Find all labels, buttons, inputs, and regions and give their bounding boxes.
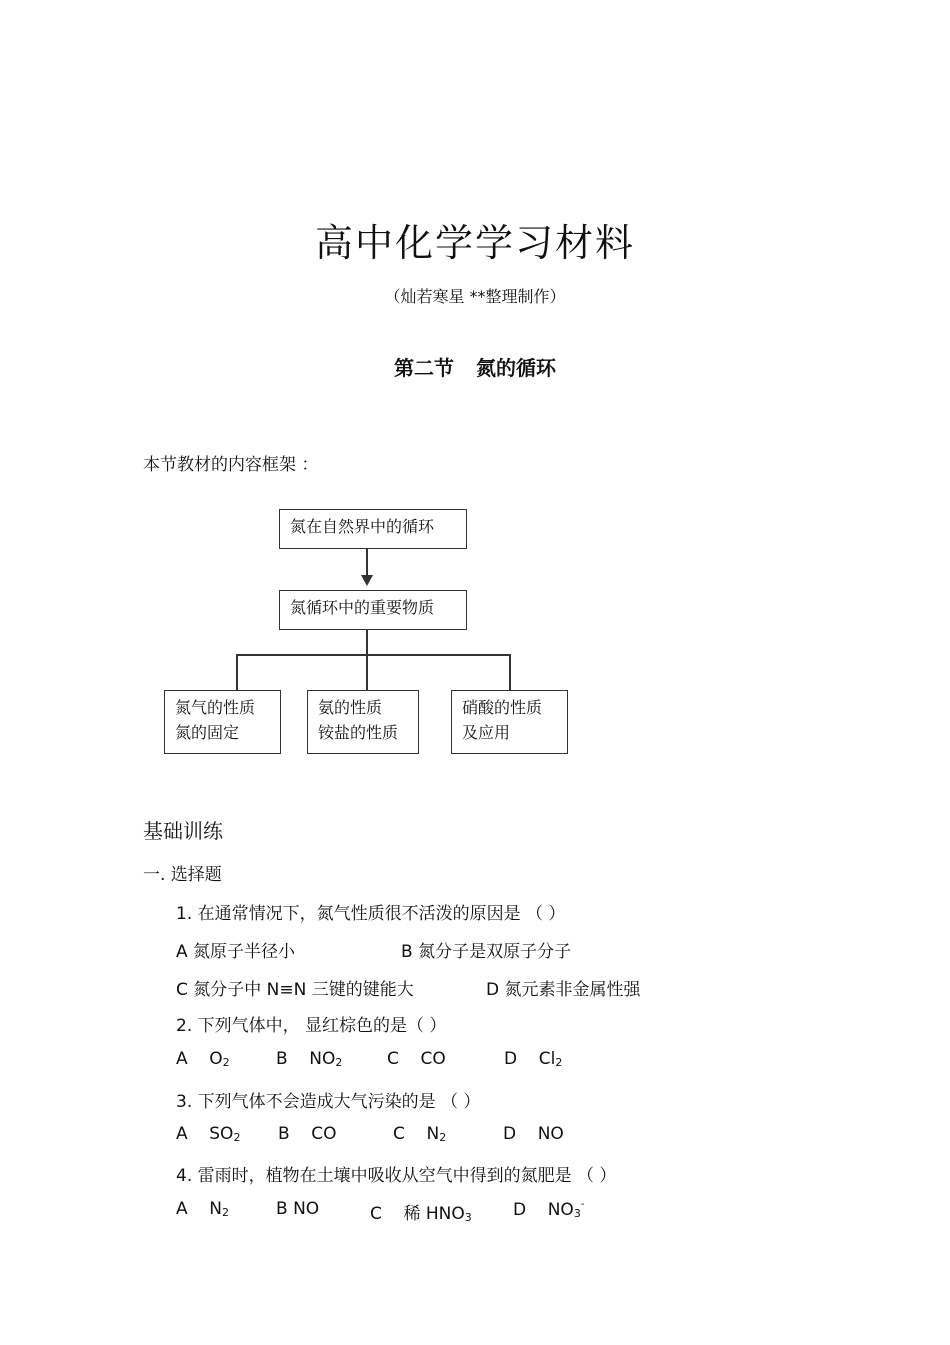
question-4-stem: 4. 雷雨时，植物在土壤中吸收从空气中得到的氮肥是 （ ） <box>176 1166 617 1186</box>
intro-text: 本节教材的内容框架 ： <box>143 455 319 475</box>
option-letter: D <box>504 1049 518 1069</box>
box-right-line1: 硝酸的性质 <box>462 698 543 717</box>
box-nitric-acid <box>451 690 568 754</box>
box-important-substances <box>279 590 467 630</box>
question-3-option-d <box>503 1124 564 1144</box>
option-superscript: - <box>580 1199 585 1210</box>
question-4-option-b: B NO <box>276 1199 320 1219</box>
option-letter: C <box>370 1204 382 1224</box>
option-subscript: 2 <box>555 1056 563 1069</box>
option-formula: O <box>209 1049 223 1069</box>
document-subtitle: （灿若寒星 **整理制作） <box>384 287 566 306</box>
option-letter: C <box>393 1124 405 1144</box>
connector-center <box>366 654 368 690</box>
option-letter: B <box>278 1124 290 1144</box>
option-letter: D <box>503 1124 517 1144</box>
question-2-option-a <box>176 1049 230 1069</box>
question-4-option-c <box>370 1199 472 1224</box>
question-4-option-a <box>176 1199 229 1219</box>
question-3-option-a <box>176 1124 240 1144</box>
connector-bar <box>236 654 511 656</box>
connector-left <box>236 654 238 690</box>
option-letter: A <box>176 1199 188 1219</box>
box-left-line1: 氮气的性质 <box>175 698 256 717</box>
question-1-option-c: C 氮分子中 N≡N 三键的键能大 <box>176 980 414 1000</box>
connector-stem <box>366 630 368 654</box>
option-letter: B <box>276 1049 288 1069</box>
option-subscript: 2 <box>335 1056 343 1069</box>
option-subscript: 2 <box>439 1131 447 1144</box>
option-subscript: 2 <box>221 1206 229 1219</box>
section-heading <box>0 352 950 381</box>
section-label: 第二节 <box>394 356 454 380</box>
box-top-label: 氮在自然界中的循环 <box>290 517 435 536</box>
option-formula: N <box>426 1124 440 1144</box>
box-right-line2: 及应用 <box>462 723 511 742</box>
box-middle-label: 氮循环中的重要物质 <box>290 598 435 617</box>
option-formula: 稀 HNO <box>403 1204 465 1224</box>
question-4-option-d <box>513 1199 584 1220</box>
box-nitrogen-cycle <box>279 509 467 549</box>
option-formula: NO <box>537 1124 564 1144</box>
box-left-line2: 氮的固定 <box>175 723 240 742</box>
box-center-line2: 铵盐的性质 <box>318 723 399 742</box>
question-2-option-b <box>276 1049 342 1069</box>
option-formula: NO <box>309 1049 336 1069</box>
option-formula: Cl <box>538 1049 556 1069</box>
option-formula: CO <box>311 1124 337 1144</box>
option-formula: SO <box>209 1124 234 1144</box>
option-letter: A <box>176 1049 188 1069</box>
question-3-option-b <box>278 1124 337 1144</box>
question-2-stem: 2. 下列气体中， 显红棕色的是（ ） <box>176 1016 447 1036</box>
option-formula: N <box>209 1199 222 1219</box>
option-subscript: 2 <box>222 1056 230 1069</box>
option-letter: A <box>176 1124 188 1144</box>
question-1-option-d: D 氮元素非金属性强 <box>486 980 641 1000</box>
option-subscript: 2 <box>233 1131 241 1144</box>
question-3-stem: 3. 下列气体不会造成大气污染的是 （ ） <box>176 1092 481 1112</box>
question-3-option-c <box>393 1124 446 1144</box>
option-formula: CO <box>420 1049 446 1069</box>
arrow-shaft <box>366 549 368 577</box>
training-heading: 基础训练 <box>143 819 223 843</box>
section-title: 氮的循环 <box>476 356 556 380</box>
option-subscript: 3 <box>573 1207 581 1220</box>
option-letter: C <box>387 1049 399 1069</box>
box-nitrogen-properties <box>164 690 281 754</box>
question-1-option-b: B 氮分子是双原子分子 <box>401 942 572 962</box>
option-subscript: 3 <box>464 1211 472 1224</box>
document-title: 高中化学学习材料 <box>314 221 635 265</box>
option-letter: D <box>513 1200 527 1220</box>
multiple-choice-heading: 一. 选择题 <box>143 865 222 885</box>
option-formula: NO <box>547 1200 574 1220</box>
connector-right <box>509 654 511 690</box>
box-center-line1: 氨的性质 <box>318 698 383 717</box>
box-ammonia-properties <box>307 690 419 754</box>
question-1-option-a: A 氮原子半径小 <box>176 942 296 962</box>
question-2-option-d <box>504 1049 562 1069</box>
question-2-option-c <box>387 1049 446 1069</box>
arrow-head <box>361 575 373 587</box>
question-1-stem: 1. 在通常情况下，氮气性质很不活泼的原因是 （ ） <box>176 904 566 924</box>
